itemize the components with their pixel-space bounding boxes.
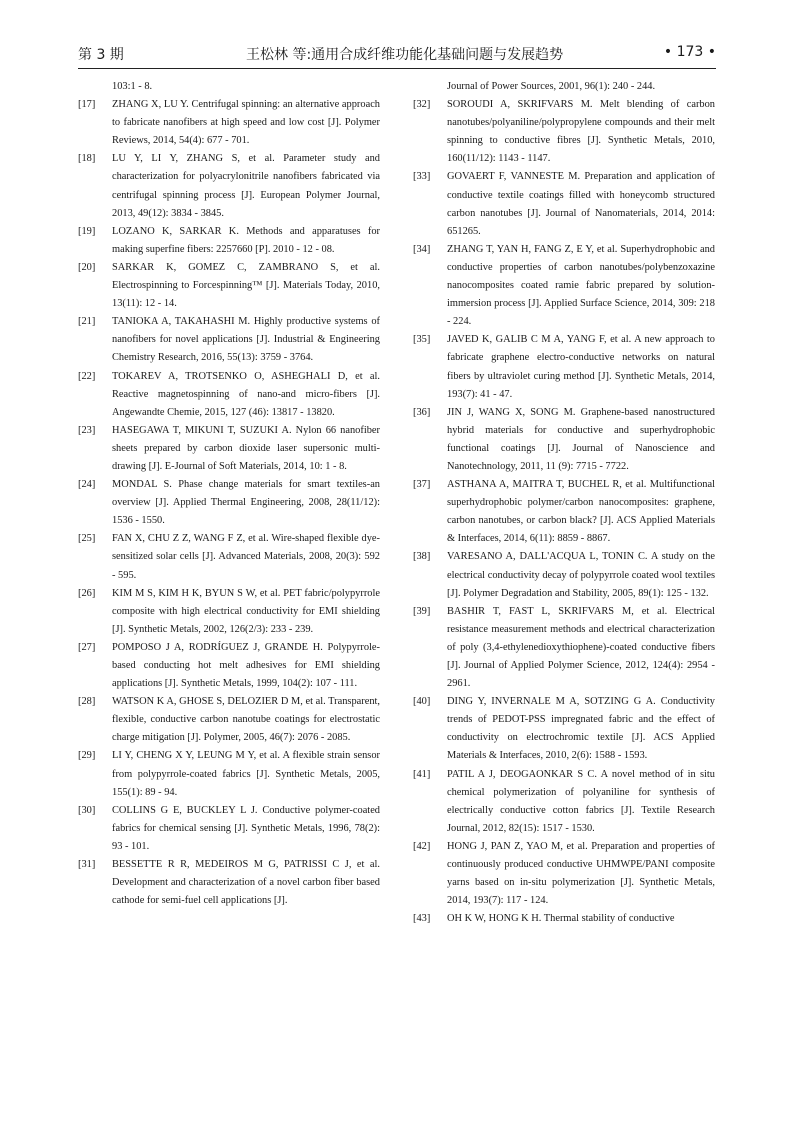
reference-item [78,422,380,476]
reference-text: SOROUDI A, SKRIFVARS M. Melt blending of carbon nanotubes/polyaniline/polypropylene compounds and their melt spinning to conductive fibres [J]. Synthetic Metals, 2010, 160(11/12): 1143 - 1147. [447,99,715,165]
reference-text: OH K W, HONG K H. Thermal stability of conductive [447,913,675,925]
reference-item [413,476,715,548]
header-rule [78,68,716,69]
reference-number: [43] [413,913,431,925]
reference-text: COLLINS G E, BUCKLEY L J. Conductive polymer-coated fabrics for chemical sensing [J]. Synthetic Metals, 1996, 78(2): 93 - 101. [112,804,380,852]
reference-number: [35] [413,334,431,346]
reference-item [78,530,380,584]
reference-text: LI Y, CHENG X Y, LEUNG M Y, et al. A flexible strain sensor from polypyrrole-coated fabrics [J]. Synthetic Metals, 2005, 155(1): 89 - 94. [112,750,380,798]
reference-number: [17] [78,99,96,111]
reference-continuation: Journal of Power Sources, 2001, 96(1): 240 - 244. [447,81,656,92]
reference-item [413,693,715,765]
running-header [78,40,716,66]
reference-text: ZHANG T, YAN H, FANG Z, E Y, et al. Superhydrophobic and conductive properties of carbon nanotubes/polybenzoxazine nanocomposites coated ramie fabric prepared by solution-immersion process [J]. Applied Surface Science, 2014, 309: 218 - 224. [447,243,715,328]
reference-number: [24] [78,479,96,491]
reference-number: [19] [78,225,96,237]
reference-text: DING Y, INVERNALE M A, SOTZING G A. Conductivity trends of PEDOT-PSS impregnated fabric and the effect of conductivity on electrochromic textile [J]. ACS Applied Materials & Interfaces, 2010, 2(6): 1588 - 1593. [447,696,715,762]
reference-item [78,223,380,259]
reference-item [78,313,380,367]
reference-number: [21] [78,316,96,328]
reference-item [78,150,380,222]
reference-item [78,639,380,693]
reference-text: BASHIR T, FAST L, SKRIFVARS M, et al. Electrical resistance measurement methods and electrical characterization of poly (3,4-ethylenedioxythiophene)-coated conductive fibers [J]. Journal of Applied Polymer Science, 2012, 124(4): 2954 - 2961. [447,605,715,690]
reference-item [413,603,715,693]
reference-text: VARESANO A, DALL'ACQUA L, TONIN C. A study on the electrical conductivity decay of polypyrrole coated wool textiles [J]. Polymer Degradation and Stability, 2005, 89(1): 125 - 132. [447,551,715,599]
reference-number: [32] [413,99,431,111]
reference-item [78,747,380,801]
reference-item [78,96,380,150]
reference-number: [23] [78,424,96,436]
reference-number: [20] [78,261,96,273]
reference-item [78,693,380,747]
reference-text: TOKAREV A, TROTSENKO O, ASHEGHALI D, et al. Reactive magnetospinning of nano-and micro-fibers [J]. Angewandte Chemie, 2015, 127 (46): 13817 - 13820. [112,370,380,418]
reference-item [413,910,715,928]
reference-number: [26] [78,587,96,599]
reference-number: [18] [78,153,96,165]
reference-text: LOZANO K, SARKAR K. Methods and apparatuses for making superfine fibers: 2257660 [P]. 2010 - 12 - 08. [112,225,380,255]
reference-text: FAN X, CHU Z Z, WANG F Z, et al. Wire-shaped flexible dye-sensitized solar cells [J]. Advanced Materials, 2008, 20(3): 592 - 595. [112,533,380,581]
reference-continuation: 103:1 - 8. [112,81,153,92]
reference-item [78,802,380,856]
reference-number: [28] [78,696,96,708]
reference-item [413,331,715,403]
reference-item [78,585,380,639]
reference-number: [41] [413,768,431,780]
reference-item [78,476,380,530]
running-title: 王松林 等:通用合成纤维功能化基础问题与发展趋势 [246,47,564,63]
reference-number: [27] [78,641,96,653]
reference-item [413,548,715,602]
reference-text: HONG J, PAN Z, YAO M, et al. Preparation and properties of continuously produced conductive UHMWPE/PANI composite yarns based on in-situ polymerization [J]. Synthetic Metals, 2014, 193(7): 117 - 124. [447,840,715,907]
reference-number: [42] [413,840,431,852]
reference-number: [37] [413,479,431,491]
reference-item [413,168,715,240]
reference-text: ASTHANA A, MAITRA T, BUCHEL R, et al. Multifunctional superhydrophobic polymer/carbon nanocomposites: graphene, carbon nanotubes, or carbon black? [J]. ACS Applied Materials & Interfaces, 2014, 6(11): 8859 - 8867. [447,479,715,545]
reference-number: [22] [78,370,96,382]
reference-item [413,838,715,910]
reference-item [78,368,380,422]
references-right-column [413,78,715,928]
reference-number: [31] [78,859,96,871]
reference-number: [39] [413,605,431,617]
reference-text: HASEGAWA T, MIKUNI T, SUZUKI A. Nylon 66 nanofiber sheets prepared by carbon dioxide laser supersonic multi-drawing [J]. E-Journal of Soft Materials, 2014, 10: 1 - 8. [112,424,380,472]
reference-text: WATSON K A, GHOSE S, DELOZIER D M, et al. Transparent, flexible, conductive carbon nanotube coatings for electrostatic charge mitigation [J]. Polymer, 2005, 46(7): 2076 - 2085. [112,696,380,744]
reference-item [78,856,380,910]
reference-text: MONDAL S. Phase change materials for smart textiles-an overview [J]. Applied Thermal Engineering, 2008, 28(11/12): 1536 - 1550. [112,479,380,527]
reference-item [413,241,715,331]
reference-item [413,766,715,838]
reference-text: PATIL A J, DEOGAONKAR S C. A novel method of in situ chemical polymerization of polyaniline for synthesis of electrically conductive cotton fabrics [J]. Textile Research Journal, 2012, 82(15): 1517 - 1530. [447,768,715,834]
reference-text: JIN J, WANG X, SONG M. Graphene-based nanostructured hybrid materials for conductive and superhydrophobic functional coatings [J]. Journal of Nanoscience and Nanotechnology, 2011, 11 (9): 7715 - 7722. [447,406,715,472]
reference-item [78,259,380,313]
reference-text: JAVED K, GALIB C M A, YANG F, et al. A new approach to fabricate graphene electro-conductive networks on natural fibers by ultraviolet curing method [J]. Synthetic Metals, 2014, 193(7): 41 - 47. [447,334,715,400]
reference-text: GOVAERT F, VANNESTE M. Preparation and application of conductive textile coatings filled with honeycomb structured carbon nanotubes [J]. Journal of Nanomaterials, 2014, 2014: 651265. [447,171,715,237]
reference-number: [38] [413,551,431,563]
reference-text: LU Y, LI Y, ZHANG S, et al. Parameter study and characterization for polyacrylonitrile nanofibers fabricated via centrifugal spinning process [J]. European Polymer Journal, 2013, 49(12): 3834 - 3845. [112,153,380,219]
reference-number: [30] [78,804,96,816]
reference-text: TANIOKA A, TAKAHASHI M. Highly productive systems of nanofibers for novel applications [J]. Industrial & Engineering Chemistry Research, 2016, 55(13): 3759 - 3764. [112,316,380,364]
references-left-column [78,78,380,910]
reference-text: BESSETTE R R, MEDEIROS M G, PATRISSI C J, et al. Development and characterization of a novel carbon fiber based cathode for semi-fuel cell applications [J]. [112,859,380,907]
reference-number: [34] [413,243,431,255]
reference-text: ZHANG X, LU Y. Centrifugal spinning: an alternative approach to fabricate nanofibers at high speed and low cost [J]. Polymer Reviews, 2014, 54(4): 677 - 701. [112,99,380,147]
reference-text: POMPOSO J A, RODRÍGUEZ J, GRANDE H. Polypyrrole-based conducting hot melt adhesives for EMI shielding applications [J]. Synthetic Metals, 1999, 104(2): 107 - 111. [112,641,380,690]
reference-number: [36] [413,406,431,418]
reference-number: [29] [78,750,96,762]
issue-number: 第 3 期 [78,47,124,63]
reference-number: [40] [413,696,431,708]
reference-text: KIM M S, KIM H K, BYUN S W, et al. PET fabric/polypyrrole composite with high electrical conductivity for EMI shielding [J]. Synthetic Metals, 2002, 126(2/3): 233 - 239. [112,587,380,635]
page-number: • 173 • [663,44,716,60]
reference-number: [25] [78,533,96,545]
reference-text: SARKAR K, GOMEZ C, ZAMBRANO S, et al. Electrospinning to Forcespinning™ [J]. Materials Today, 2010, 13(11): 12 - 14. [112,261,380,310]
reference-number: [33] [413,171,431,183]
reference-item [413,404,715,476]
reference-item [413,96,715,168]
